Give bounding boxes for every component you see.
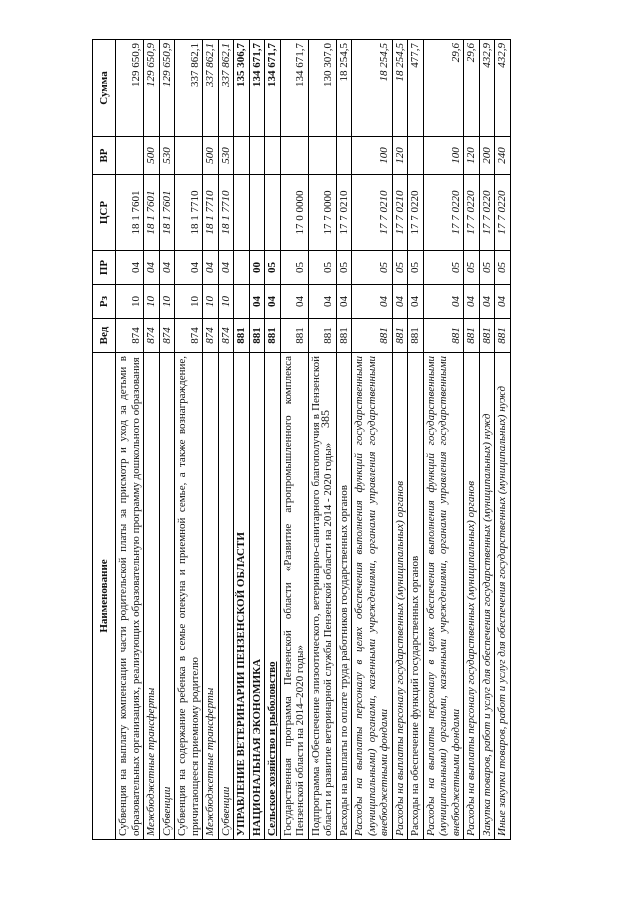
table-row xyxy=(265,40,281,840)
cell-ved: 881 xyxy=(392,319,408,353)
cell-name: Подпрограмма «Обеспечение эпизоотического, ветеринарно-санитарного благополучия в Пензенской области и развитие ветеринарной службы Пензенской области на 2014 - 2020 годы» xyxy=(308,353,336,840)
cell-vr: 240 xyxy=(495,137,511,175)
cell-csr: 17 7 0220 xyxy=(408,175,424,251)
cell-vr xyxy=(336,137,352,175)
cell-rz: 10 xyxy=(116,285,144,319)
table-row xyxy=(144,40,160,840)
cell-name: Межбюджетные трансферты xyxy=(144,353,160,840)
cell-vr xyxy=(175,137,203,175)
cell-rz: 10 xyxy=(175,285,203,319)
cell-rz: 04 xyxy=(249,285,265,319)
cell-vr xyxy=(408,137,424,175)
cell-name: Расходы на выплаты персоналу государственных (муниципальных) органов xyxy=(464,353,480,840)
cell-ved: 881 xyxy=(408,319,424,353)
cell-rz: 04 xyxy=(464,285,480,319)
cell-vr: 530 xyxy=(218,137,234,175)
cell-csr: 17 7 0220 xyxy=(423,175,464,251)
cell-ved: 881 xyxy=(265,319,281,353)
cell-name: Расходы на выплаты по оплате труда работников государственных органов xyxy=(336,353,352,840)
table-body xyxy=(116,40,511,840)
cell-ved: 881 xyxy=(495,319,511,353)
cell-ved: 874 xyxy=(175,319,203,353)
cell-sum: 134 671,7 xyxy=(265,40,281,137)
cell-ved: 881 xyxy=(479,319,495,353)
cell-pr: 05 xyxy=(280,251,308,285)
cell-ved: 881 xyxy=(423,319,464,353)
cell-pr: 04 xyxy=(218,251,234,285)
cell-name: Субвенция на выплату компенсации части родительской платы за присмотр и уход за детьми в образовательных организациях, реализующих образовательную программу дошкольного образования xyxy=(116,353,144,840)
cell-csr: 18 1 7601 xyxy=(116,175,144,251)
cell-name: Сельское хозяйство и рыболовство xyxy=(265,353,281,840)
cell-sum: 18 254,5 xyxy=(392,40,408,137)
cell-sum: 129 650,9 xyxy=(159,40,175,137)
header-vr: ВР xyxy=(93,137,116,175)
cell-sum: 129 650,9 xyxy=(116,40,144,137)
cell-pr: 00 xyxy=(249,251,265,285)
cell-csr: 17 7 0210 xyxy=(392,175,408,251)
cell-name: Субвенция на содержание ребенка в семье опекуна и приемной семье, а также вознаграждение, причитающееся приемному родителю xyxy=(175,353,203,840)
cell-csr: 18 1 7710 xyxy=(203,175,219,251)
cell-name: Расходы на выплаты персоналу в целях обеспечения выполнения функций государственными (муниципальными) органами, казенными учреждениями, органами управления государственными внебюджетными фондами xyxy=(352,353,393,840)
cell-pr: 05 xyxy=(336,251,352,285)
cell-rz: 04 xyxy=(423,285,464,319)
cell-pr: 05 xyxy=(464,251,480,285)
cell-sum: 337 862,1 xyxy=(203,40,219,137)
table-row xyxy=(175,40,203,840)
budget-table xyxy=(92,39,511,840)
cell-csr: 17 7 0000 xyxy=(308,175,336,251)
table-row xyxy=(392,40,408,840)
cell-csr: 17 7 0220 xyxy=(479,175,495,251)
cell-vr: 100 xyxy=(352,137,393,175)
table-row xyxy=(249,40,265,840)
cell-pr: 05 xyxy=(308,251,336,285)
cell-pr: 05 xyxy=(423,251,464,285)
table-row xyxy=(479,40,495,840)
cell-name: Государственная программа Пензенской области «Развитие агропромышленного комплекса Пензенской области на 2014–2020 годы» xyxy=(280,353,308,840)
table-row xyxy=(159,40,175,840)
cell-name: УПРАВЛЕНИЕ ВЕТЕРИНАРИИ ПЕНЗЕНСКОЙ ОБЛАСТИ xyxy=(234,353,250,840)
cell-vr xyxy=(265,137,281,175)
table-row xyxy=(308,40,336,840)
header-rz: Рз xyxy=(93,285,116,319)
cell-pr: 05 xyxy=(479,251,495,285)
cell-sum: 432,9 xyxy=(479,40,495,137)
cell-rz: 04 xyxy=(352,285,393,319)
table-row xyxy=(116,40,144,840)
cell-rz: 10 xyxy=(159,285,175,319)
cell-csr: 18 1 7710 xyxy=(175,175,203,251)
cell-csr xyxy=(249,175,265,251)
cell-sum: 477,7 xyxy=(408,40,424,137)
cell-pr xyxy=(234,251,250,285)
header-pr: ПР xyxy=(93,251,116,285)
cell-vr xyxy=(249,137,265,175)
header-ved: Вед xyxy=(93,319,116,353)
cell-sum: 18 254,5 xyxy=(352,40,393,137)
cell-vr xyxy=(116,137,144,175)
cell-pr: 04 xyxy=(144,251,160,285)
table-row xyxy=(408,40,424,840)
cell-ved: 881 xyxy=(249,319,265,353)
cell-csr: 18 1 7601 xyxy=(144,175,160,251)
header-row xyxy=(93,40,116,840)
cell-csr: 18 1 7601 xyxy=(159,175,175,251)
cell-csr: 17 7 0210 xyxy=(352,175,393,251)
table-row xyxy=(464,40,480,840)
cell-sum: 130 307,0 xyxy=(308,40,336,137)
cell-name: Межбюджетные трансферты xyxy=(203,353,219,840)
cell-pr: 05 xyxy=(265,251,281,285)
cell-rz: 04 xyxy=(392,285,408,319)
cell-vr: 100 xyxy=(423,137,464,175)
table-row xyxy=(234,40,250,840)
table-row xyxy=(352,40,393,840)
cell-pr: 04 xyxy=(203,251,219,285)
cell-pr: 04 xyxy=(116,251,144,285)
cell-name: Закупка товаров, работ и услуг для обеспечения государственных (муниципальных) нужд xyxy=(479,353,495,840)
cell-vr: 500 xyxy=(203,137,219,175)
header-csr: ЦСР xyxy=(93,175,116,251)
cell-ved: 881 xyxy=(464,319,480,353)
cell-rz: 04 xyxy=(265,285,281,319)
cell-sum: 432,9 xyxy=(495,40,511,137)
cell-name: Расходы на обеспечение функций государственных органов xyxy=(408,353,424,840)
cell-rz: 04 xyxy=(495,285,511,319)
cell-vr: 120 xyxy=(464,137,480,175)
cell-name: Иные закупки товаров, работ и услуг для обеспечения государственных (муниципальных) нужд xyxy=(495,353,511,840)
cell-sum: 337 862,1 xyxy=(218,40,234,137)
header-sum: Сумма xyxy=(93,40,116,137)
cell-sum: 134 671,7 xyxy=(249,40,265,137)
cell-vr: 530 xyxy=(159,137,175,175)
cell-rz: 04 xyxy=(280,285,308,319)
cell-pr: 04 xyxy=(159,251,175,285)
table-row xyxy=(423,40,464,840)
cell-pr: 04 xyxy=(175,251,203,285)
cell-ved: 881 xyxy=(336,319,352,353)
cell-csr: 17 7 0220 xyxy=(495,175,511,251)
cell-csr: 17 0 0000 xyxy=(280,175,308,251)
table-row xyxy=(336,40,352,840)
cell-rz: 10 xyxy=(203,285,219,319)
cell-name: Субвенции xyxy=(218,353,234,840)
cell-vr: 120 xyxy=(392,137,408,175)
cell-vr: 200 xyxy=(479,137,495,175)
cell-ved: 874 xyxy=(144,319,160,353)
cell-name: НАЦИОНАЛЬНАЯ ЭКОНОМИКА xyxy=(249,353,265,840)
rotated-table-container xyxy=(92,40,582,840)
cell-ved: 874 xyxy=(203,319,219,353)
cell-ved: 881 xyxy=(352,319,393,353)
cell-vr: 500 xyxy=(144,137,160,175)
cell-sum: 29,6 xyxy=(423,40,464,137)
cell-pr: 05 xyxy=(408,251,424,285)
cell-csr: 17 7 0210 xyxy=(336,175,352,251)
table-row xyxy=(218,40,234,840)
cell-vr xyxy=(280,137,308,175)
table-row xyxy=(203,40,219,840)
cell-pr: 05 xyxy=(352,251,393,285)
cell-csr: 18 1 7710 xyxy=(218,175,234,251)
cell-rz: 10 xyxy=(144,285,160,319)
cell-sum: 134 671,7 xyxy=(280,40,308,137)
cell-sum: 337 862,1 xyxy=(175,40,203,137)
cell-ved: 874 xyxy=(218,319,234,353)
cell-name: Расходы на выплаты персоналу государственных (муниципальных) органов xyxy=(392,353,408,840)
cell-name: Субвенции xyxy=(159,353,175,840)
cell-csr: 17 7 0220 xyxy=(464,175,480,251)
cell-sum: 18 254,5 xyxy=(336,40,352,137)
table-row xyxy=(495,40,511,840)
cell-rz: 04 xyxy=(336,285,352,319)
cell-csr xyxy=(234,175,250,251)
cell-rz: 04 xyxy=(479,285,495,319)
cell-rz xyxy=(234,285,250,319)
table-row xyxy=(280,40,308,840)
cell-rz: 10 xyxy=(218,285,234,319)
cell-rz: 04 xyxy=(408,285,424,319)
cell-vr xyxy=(308,137,336,175)
cell-pr: 05 xyxy=(495,251,511,285)
cell-vr xyxy=(234,137,250,175)
cell-ved: 881 xyxy=(280,319,308,353)
cell-csr xyxy=(265,175,281,251)
cell-pr: 05 xyxy=(392,251,408,285)
cell-rz: 04 xyxy=(308,285,336,319)
cell-ved: 874 xyxy=(116,319,144,353)
cell-name: Расходы на выплаты персоналу в целях обеспечения выполнения функций государственными (муниципальными) органами, казенными учреждениями, органами управления государственными внебюджетными фондами xyxy=(423,353,464,840)
cell-sum: 29,6 xyxy=(464,40,480,137)
cell-ved: 881 xyxy=(308,319,336,353)
cell-sum: 135 306,7 xyxy=(234,40,250,137)
cell-ved: 874 xyxy=(159,319,175,353)
cell-sum: 129 650,9 xyxy=(144,40,160,137)
header-name: Наименование xyxy=(93,353,116,840)
cell-ved: 881 xyxy=(234,319,250,353)
page-number: 385 xyxy=(318,410,332,428)
